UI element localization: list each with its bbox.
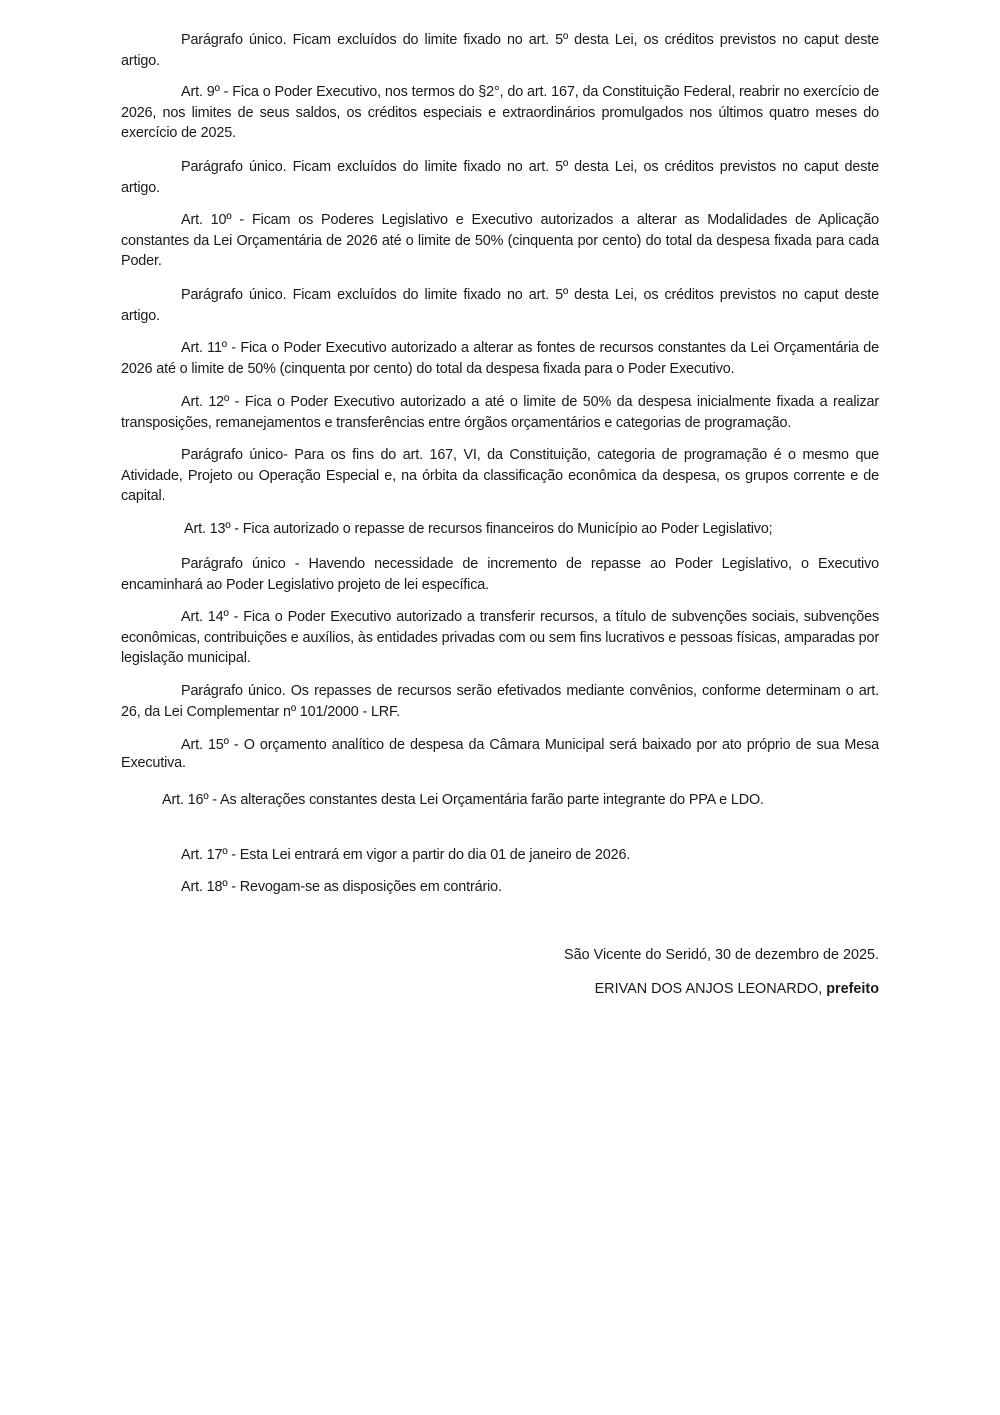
paragraph-art9-sole: Parágrafo único. Ficam excluídos do limite fixado no art. 5º desta Lei, os créditos previstos no caput deste artigo.	[121, 159, 879, 196]
paragraph-art10-sole: Parágrafo único. Ficam excluídos do limite fixado no art. 5º desta Lei, os créditos previstos no caput deste artigo.	[121, 287, 879, 324]
signer-title: prefeito	[826, 981, 879, 997]
signature-line	[595, 979, 879, 999]
paragraph-art18: Art. 18º - Revogam-se as disposições em contrário.	[181, 879, 502, 895]
paragraph-art13: Art. 13º - Fica autorizado o repasse de recursos financeiros do Município ao Poder Legislativo;	[184, 521, 773, 537]
paragraph-art12-sole: Parágrafo único- Para os fins do art. 167, VI, da Constituição, categoria de programação é o mesmo que Atividade, Projeto ou Operação Especial e, na órbita da classificação econômica da despesa, os grupos corrente e de capital.	[121, 447, 879, 504]
paragraph-art15: Art. 15º - O orçamento analítico de despesa da Câmara Municipal será baixado por ato próprio de sua Mesa Executiva.	[121, 737, 879, 771]
paragraph-art14-sole: Parágrafo único. Os repasses de recursos serão efetivados mediante convênios, conforme determinam o art. 26, da Lei Complementar nº 101/2000 - LRF.	[121, 683, 879, 720]
paragraph-art10: Art. 10º - Ficam os Poderes Legislativo e Executivo autorizados a alterar as Modalidades de Aplicação constantes da Lei Orçamentária de 2026 até o limite de 50% (cinquenta por cento) do total da despesa fixada para cada Poder.	[121, 212, 879, 269]
signer-name: ERIVAN DOS ANJOS LEONARDO,	[594, 981, 823, 997]
paragraph-art9: Art. 9º - Fica o Poder Executivo, nos termos do §2°, do art. 167, da Constituição Federal, reabrir no exercício de 2026, nos limites de seus saldos, os créditos especiais e extraordinários promulgados nos últimos quatro meses do exercício de 2025.	[121, 84, 879, 141]
paragraph-art14: Art. 14º - Fica o Poder Executivo autorizado a transferir recursos, a título de subvenções sociais, subvenções econômicas, contribuições e auxílios, às entidades privadas com ou sem fins lucrativos e pessoas físicas, amparadas por legislação municipal.	[121, 609, 879, 666]
place-date: São Vicente do Seridó, 30 de dezembro de 2025.	[564, 947, 879, 963]
paragraph-art13-sole: Parágrafo único - Havendo necessidade de incremento de repasse ao Poder Legislativo, o Executivo encaminhará ao Poder Legislativo projeto de lei específica.	[121, 556, 879, 593]
paragraph-art11: Art. 11º - Fica o Poder Executivo autorizado a alterar as fontes de recursos constantes da Lei Orçamentária de 2026 até o limite de 50% (cinquenta por cento) do total da despesa fixada para o Poder Executivo.	[121, 340, 879, 377]
paragraph-art17: Art. 17º - Esta Lei entrará em vigor a partir do dia 01 de janeiro de 2026.	[181, 847, 631, 863]
paragraph-art16: Art. 16º - As alterações constantes desta Lei Orçamentária farão parte integrante do PPA e LDO.	[162, 792, 764, 808]
paragraph-art12: Art. 12º - Fica o Poder Executivo autorizado a até o limite de 50% da despesa inicialmente fixada a realizar transposições, remanejamentos e transferências entre órgãos orçamentários e categorias de programação.	[121, 394, 879, 431]
paragraph-art8-sole: Parágrafo único. Ficam excluídos do limite fixado no art. 5º desta Lei, os créditos previstos no caput deste artigo.	[121, 32, 879, 69]
